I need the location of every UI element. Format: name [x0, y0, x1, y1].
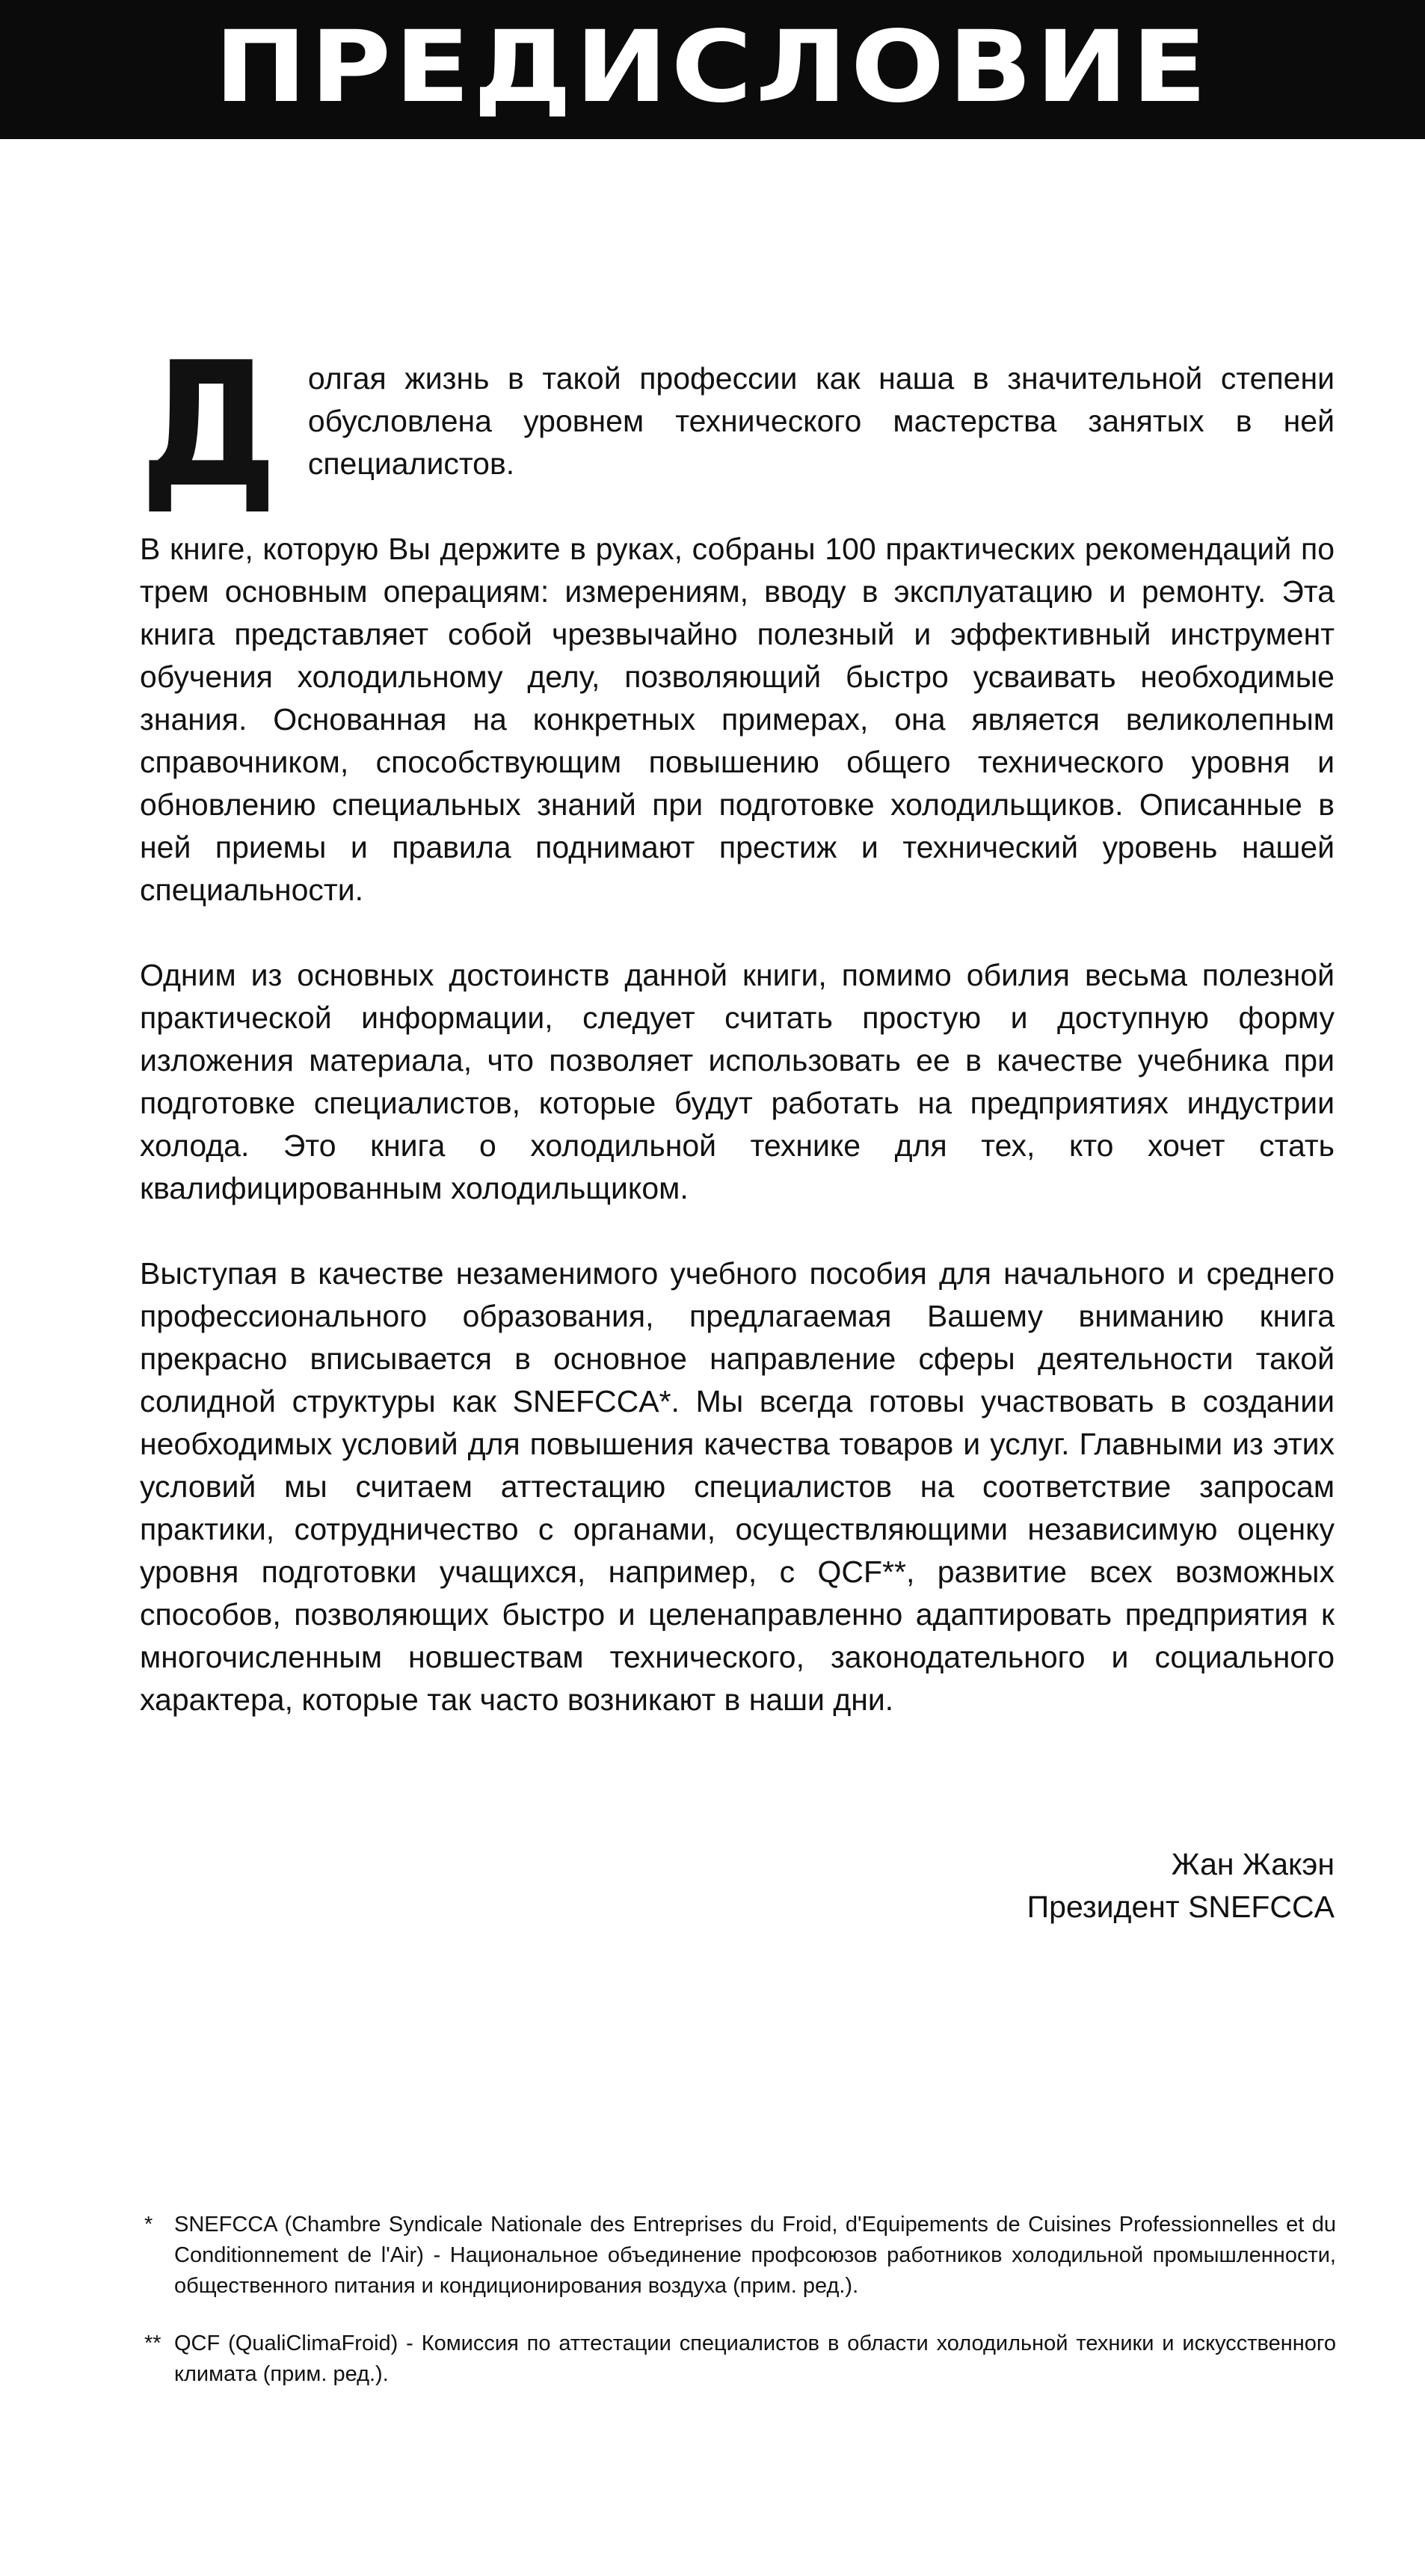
paragraph-2: В книге, которую Вы держите в руках, собраны 100 практических рекомендаций по трем основным операциям: измерениям, вводу в эксплуатацию и ремонту. Эта книга представляет собой чрезвычайно полезный и эффективный инструмент обучения холодильному делу, позволяющий быстро усваивать необходимые знания. Основанная на конкретных примерах, она является великолепным справочником, способствующим повышению общего технического уровня и обновлению специальных знаний при подготовке холодильщиков. Описанные в ней приемы и правила поднимают престиж и технический уровень нашей специальности. [140, 532, 1335, 907]
page-title: ПРЕДИСЛОВИЕ [214, 10, 1211, 125]
title-banner [0, 0, 1425, 139]
signature-block [1027, 1843, 1335, 1928]
footnote-1-marker: * [144, 2213, 153, 2237]
paragraph-4: Выступая в качестве незаменимого учебного пособия для начального и среднего профессионального образования, предлагаемая Вашему вниманию книга прекрасно вписывается в основное направление сферы деятельности такой солидной структуры как SNEFCCA*. Мы всегда готовы участвовать в создании необходимых условий для повышения качества товаров и услуг. Главными из этих условий мы считаем аттестацию специалистов на соответствие запросам практики, сотрудничество с органами, осуществляющими независимую оценку уровня подготовки учащихся, например, с QCF**, развитие всех возможных способов, позволяющих быстро и целенаправленно адаптировать предприятия к многочисленным новшествам технического, законодательного и социального характера, которые так часто возникают в наши дни. [140, 1256, 1335, 1717]
drop-cap: Д [140, 326, 278, 526]
footnote-2 [144, 2328, 1336, 2390]
footnote-2-text: QCF (QualiClimaFroid) - Комиссия по аттестации специалистов в области холодильной техники и искусственного климата (прим. ред.). [174, 2331, 1336, 2386]
signature-position: Президент SNEFCCA [1027, 1890, 1335, 1924]
signature-name: Жан Жакэн [1171, 1847, 1335, 1881]
main-text [140, 326, 1335, 1764]
footnote-1 [144, 2210, 1336, 2302]
footnotes [144, 2210, 1336, 2417]
footnote-2-marker: ** [144, 2331, 161, 2355]
paragraph-3: Одним из основных достоинств данной книги, помимо обилия весьма полезной практической информации, следует считать простую и доступную форму изложения материала, что позволяет использовать ее в качестве учебника при подготовке специалистов, которые будут работать на предприятиях индустрии холода. Это книга о холодильной технике для тех, кто хочет стать квалифицированным холодильщиком. [140, 958, 1335, 1205]
paragraph-1 [140, 326, 1335, 526]
footnote-1-text: SNEFCCA (Chambre Syndicale Nationale des Entreprises du Froid, d'Equipements de Cuisines Professionnelles et du Conditionnement de l'Air) - Национальное объединение профсоюзов работников холодильной промышленности, общественного питания и кондиционирования воздуха (прим. ред.). [174, 2213, 1336, 2298]
paragraph-1-text: олгая жизнь в такой профессии как наша в значительной степени обусловлена уровнем технического мастерства занятых в ней специалистов. [307, 361, 1335, 481]
